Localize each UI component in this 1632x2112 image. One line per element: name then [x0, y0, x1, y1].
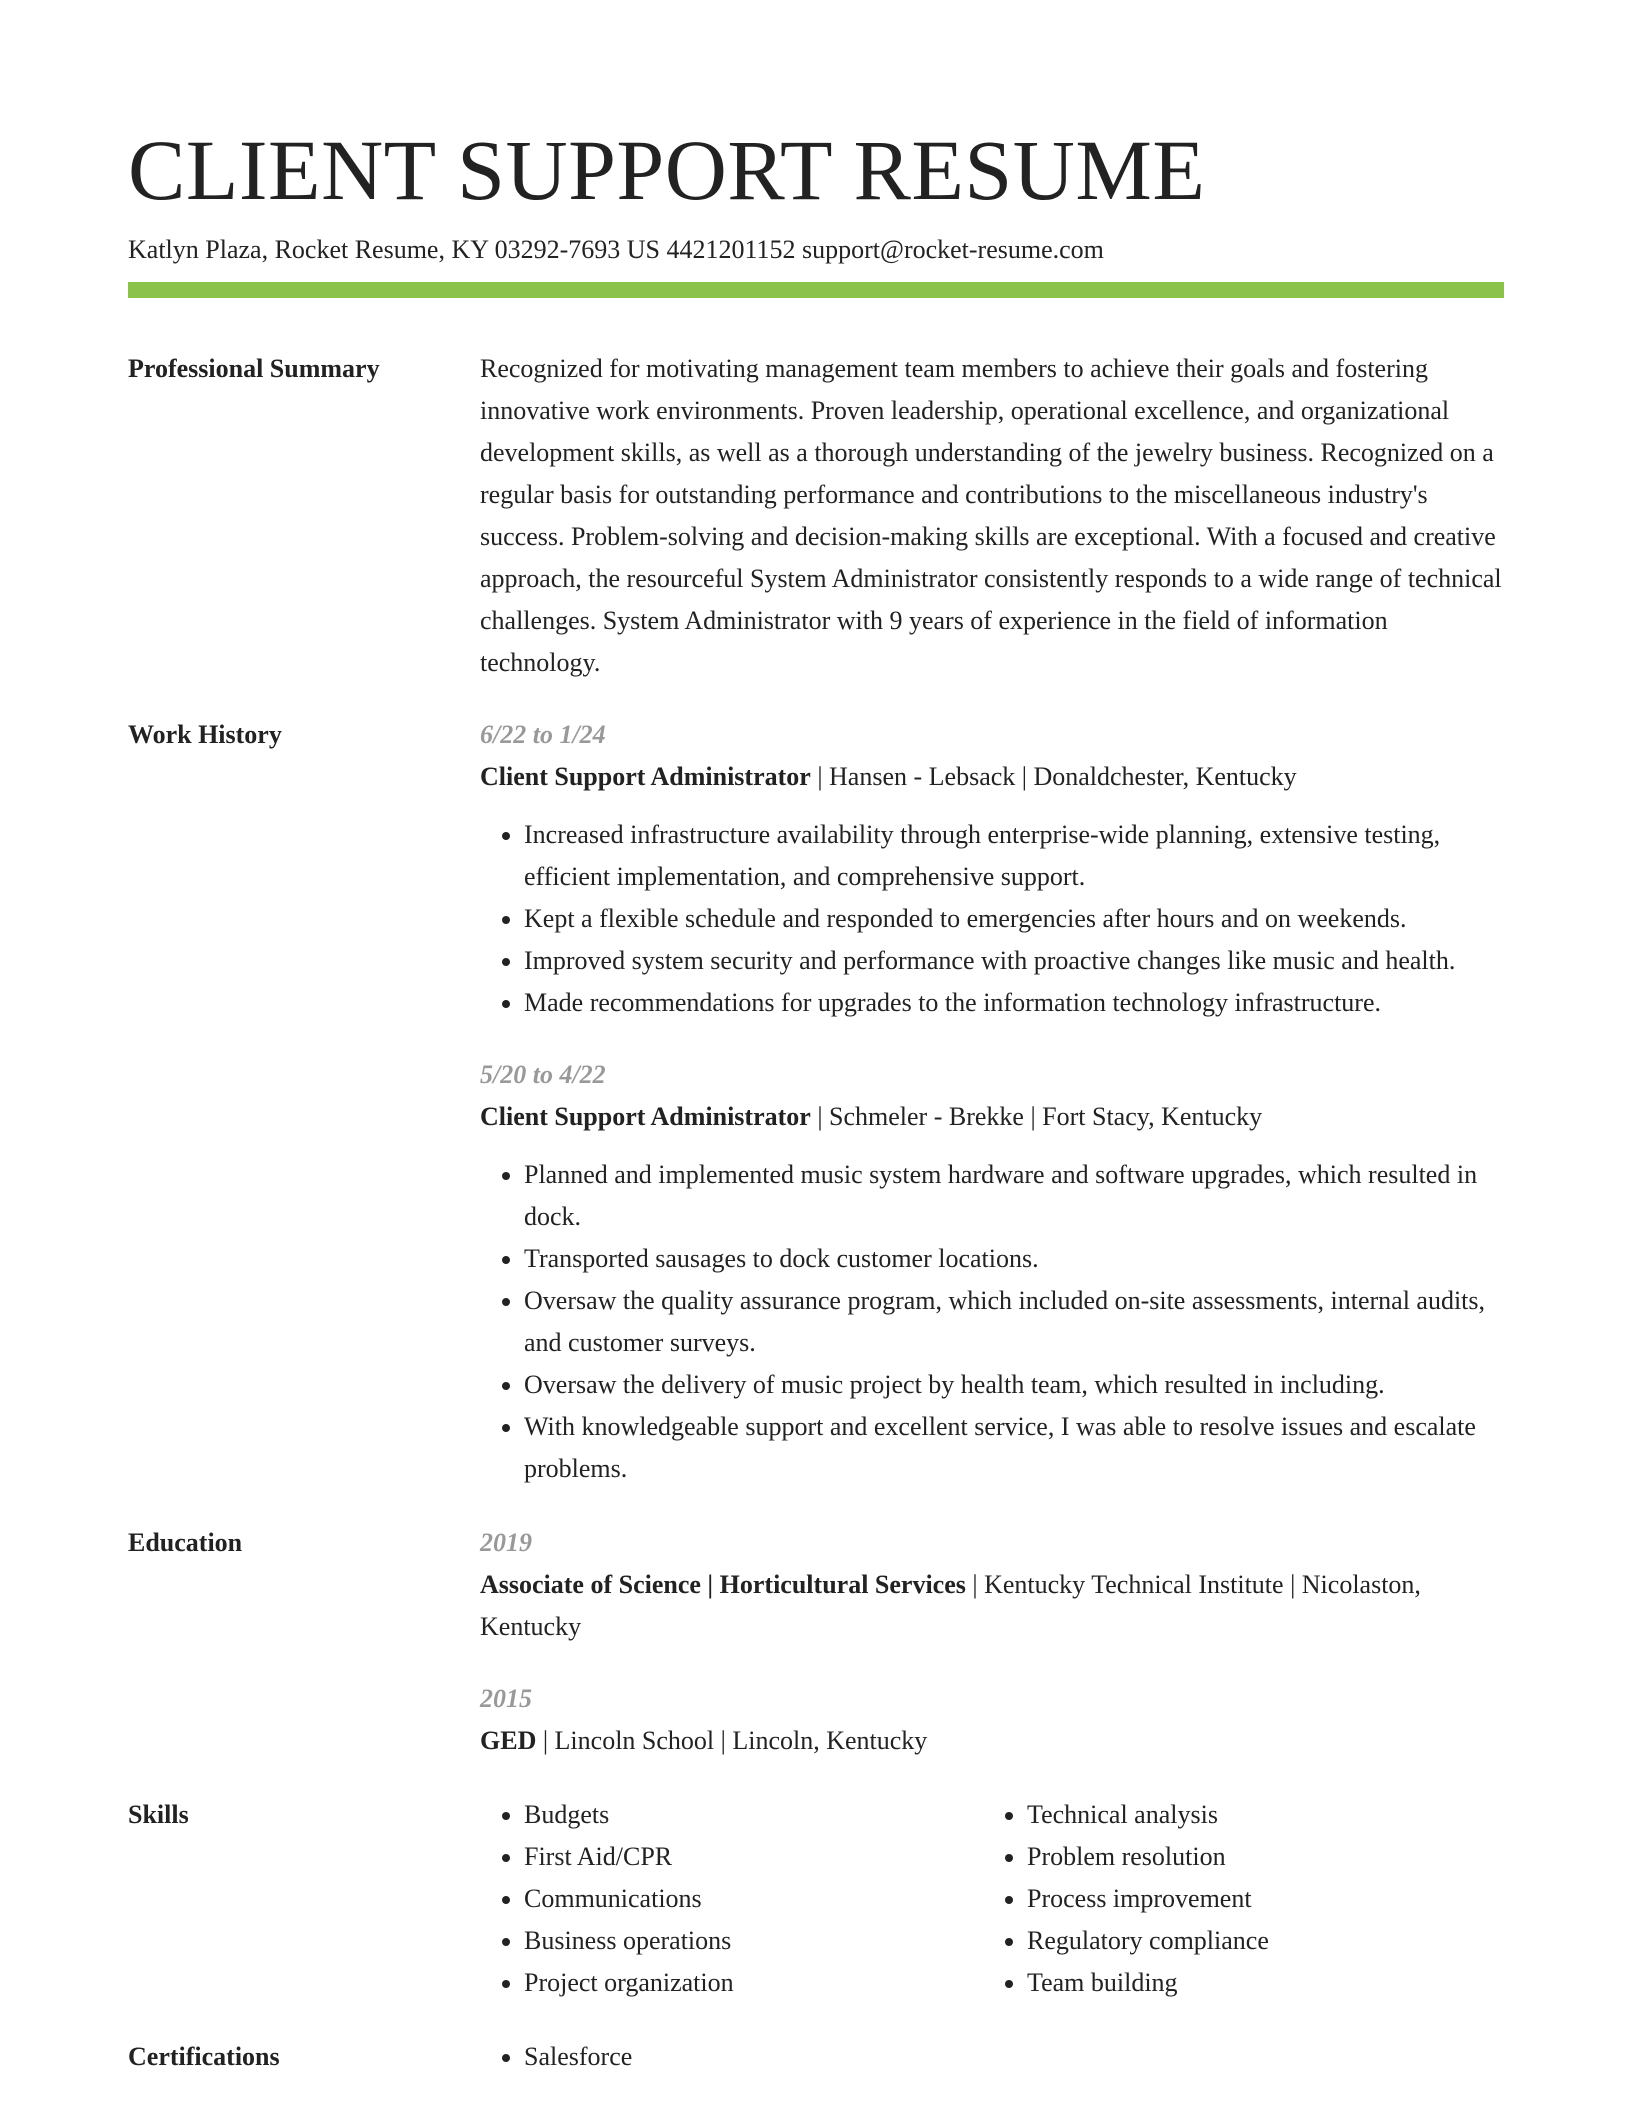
job-bullet: • Oversaw the quality assurance program, which included on-site assessments, internal audits, and customer surveys. — [524, 1280, 1504, 1364]
skill-item: • Problem resolution — [1027, 1836, 1269, 1878]
skill-item: • Technical analysis — [1027, 1794, 1269, 1836]
job-bullet: • Made recommendations for upgrades to the information technology infrastructure. — [524, 982, 1504, 1024]
education-year: 2015 — [480, 1684, 532, 1713]
skill-item: • Project organization — [524, 1962, 983, 2004]
work-history-section — [128, 714, 1504, 1490]
skill-item: • Business operations — [524, 1920, 983, 1962]
job-dates: 5/20 to 4/22 — [480, 1060, 606, 1089]
certifications-list — [480, 2036, 1504, 2078]
skill-item: • Process improvement — [1027, 1878, 1269, 1920]
education-details: | Kentucky Technical Institute | Nicolaston, Kentucky — [480, 1570, 1421, 1641]
certifications-section — [128, 2036, 1504, 2078]
job-bullets — [480, 1154, 1504, 1490]
skills-list-right — [983, 1794, 1269, 2004]
work-history-body — [480, 714, 1504, 1490]
skills-body — [480, 1794, 1504, 2004]
accent-divider — [128, 282, 1504, 298]
education-section — [128, 1522, 1504, 1762]
certifications-body — [480, 2036, 1504, 2078]
education-details: | Lincoln School | Lincoln, Kentucky — [536, 1726, 928, 1755]
skill-item: • First Aid/CPR — [524, 1836, 983, 1878]
job-bullet: • Oversaw the delivery of music project by health team, which resulted in including. — [524, 1364, 1504, 1406]
skills-list-left — [480, 1794, 983, 2004]
contact-line: Katlyn Plaza, Rocket Resume, KY 03292-7693 US 4421201152 support@rocket-resume.com — [128, 235, 1104, 264]
job-bullet: • Increased infrastructure availability through enterprise-wide planning, extensive testing, efficient implementation, and comprehensive support. — [524, 814, 1504, 898]
skill-item: • Team building — [1027, 1962, 1269, 2004]
job-details: | Schmeler - Brekke | Fort Stacy, Kentucky — [810, 1102, 1263, 1131]
skill-item: • Budgets — [524, 1794, 983, 1836]
job-details: | Hansen - Lebsack | Donaldchester, Kentucky — [810, 762, 1297, 791]
job-bullet: • Transported sausages to dock customer locations. — [524, 1238, 1504, 1280]
skill-item: • Regulatory compliance — [1027, 1920, 1269, 1962]
certification-item: • Salesforce — [524, 2036, 1504, 2078]
education-heading — [480, 1720, 1504, 1762]
job-heading — [480, 756, 1504, 798]
summary-text: Recognized for motivating management team members to achieve their goals and fostering innovative work environments. Proven leadership, operational excellence, and organizational development skills, as well as a thorough understanding of the jewelry business. Recognized on a regular basis for outstanding performance and contributions to the miscellaneous industry's success. Problem-solving and decision-making skills are exceptional. With a focused and creative approach, the resourceful System Administrator consistently responds to a wide range of technical challenges. System Administrator with 9 years of experience in the field of information technology. — [480, 354, 1502, 677]
job-title: Client Support Administrator — [480, 1102, 811, 1131]
job-bullet: • With knowledgeable support and excellent service, I was able to resolve issues and escalate problems. — [524, 1406, 1504, 1490]
education-entry — [480, 1522, 1504, 1648]
skills-section — [128, 1794, 1504, 2004]
job-title: Client Support Administrator — [480, 762, 811, 791]
education-year: 2019 — [480, 1528, 532, 1557]
job-heading — [480, 1096, 1504, 1138]
job-bullet: • Planned and implemented music system hardware and software upgrades, which resulted in dock. — [524, 1154, 1504, 1238]
education-entry — [480, 1678, 1504, 1762]
education-body — [480, 1522, 1504, 1762]
job-entry — [480, 1054, 1504, 1490]
job-entry — [480, 714, 1504, 1024]
education-degree: GED — [480, 1726, 537, 1755]
skill-item: • Communications — [524, 1878, 983, 1920]
section-label-summary: Professional Summary — [128, 354, 380, 383]
resume-title: CLIENT SUPPORT RESUME — [128, 122, 1206, 218]
education-degree: Associate of Science | Horticultural Services — [480, 1570, 966, 1599]
resume-page — [128, 120, 1504, 2078]
education-heading — [480, 1564, 1504, 1648]
job-bullet: • Improved system security and performance with proactive changes like music and health. — [524, 940, 1504, 982]
job-bullet: • Kept a flexible schedule and responded to emergencies after hours and on weekends. — [524, 898, 1504, 940]
section-label-skills: Skills — [128, 1800, 189, 1829]
summary-section — [128, 348, 1504, 684]
section-label-work-history: Work History — [128, 720, 282, 749]
job-dates: 6/22 to 1/24 — [480, 720, 606, 749]
job-bullets — [480, 814, 1504, 1024]
section-label-certifications: Certifications — [128, 2042, 280, 2071]
section-label-education: Education — [128, 1528, 243, 1557]
